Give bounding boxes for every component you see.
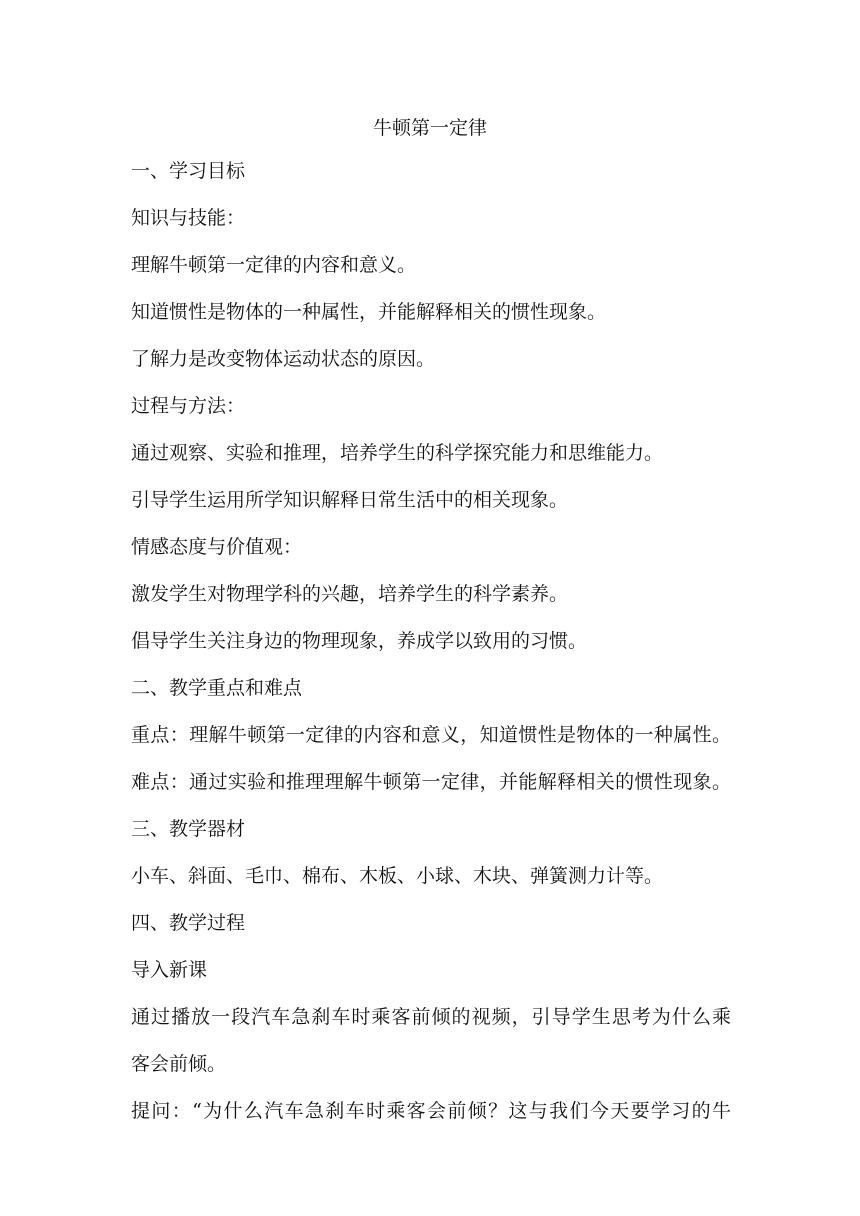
paragraph-line: 理解牛顿第一定律的内容和意义。 (131, 254, 417, 276)
paragraph-line-difficulty: 难点：通过实验和推理理解牛顿第一定律，并能解释相关的惯性现象。 (131, 771, 731, 793)
paragraph-line: 了解力是改变物体运动状态的原因。 (131, 348, 436, 370)
section-heading-objectives: 一、学习目标 (131, 160, 246, 182)
section-heading-equipment: 三、教学器材 (131, 818, 246, 840)
document-title: 牛顿第一定律 (372, 117, 487, 139)
paragraph-line: 倡导学生关注身边的物理现象，养成学以致用的习惯。 (131, 630, 588, 652)
paragraph-line: 知道惯性是物体的一种属性，并能解释相关的惯性现象。 (131, 301, 607, 323)
paragraph-line-key-point: 重点：理解牛顿第一定律的内容和意义，知道惯性是物体的一种属性。 (131, 724, 731, 746)
paragraph-line: 小车、斜面、毛巾、棉布、木板、小球、木块、弹簧测力计等。 (131, 865, 664, 887)
paragraph-line: 激发学生对物理学科的兴趣，培养学生的科学素养。 (131, 583, 569, 605)
section-heading-process: 四、教学过程 (131, 912, 246, 934)
subheading-introduction: 导入新课 (131, 959, 208, 981)
subheading-attitudes-values: 情感态度与价值观： (131, 536, 303, 558)
subheading-process-methods: 过程与方法： (131, 395, 246, 417)
paragraph-line: 通过播放一段汽车急刹车时乘客前倾的视频，引导学生思考为什么乘 (131, 1006, 731, 1028)
paragraph-line: 客会前倾。 (131, 1053, 227, 1075)
paragraph-line: 通过观察、实验和推理，培养学生的科学探究能力和思维能力。 (131, 442, 664, 464)
paragraph-line: 提问：“为什么汽车急刹车时乘客会前倾？这与我们今天要学习的牛 (131, 1100, 731, 1122)
paragraph-line: 引导学生运用所学知识解释日常生活中的相关现象。 (131, 489, 569, 511)
subheading-knowledge-skills: 知识与技能： (131, 207, 246, 229)
section-heading-key-points: 二、教学重点和难点 (131, 677, 303, 699)
